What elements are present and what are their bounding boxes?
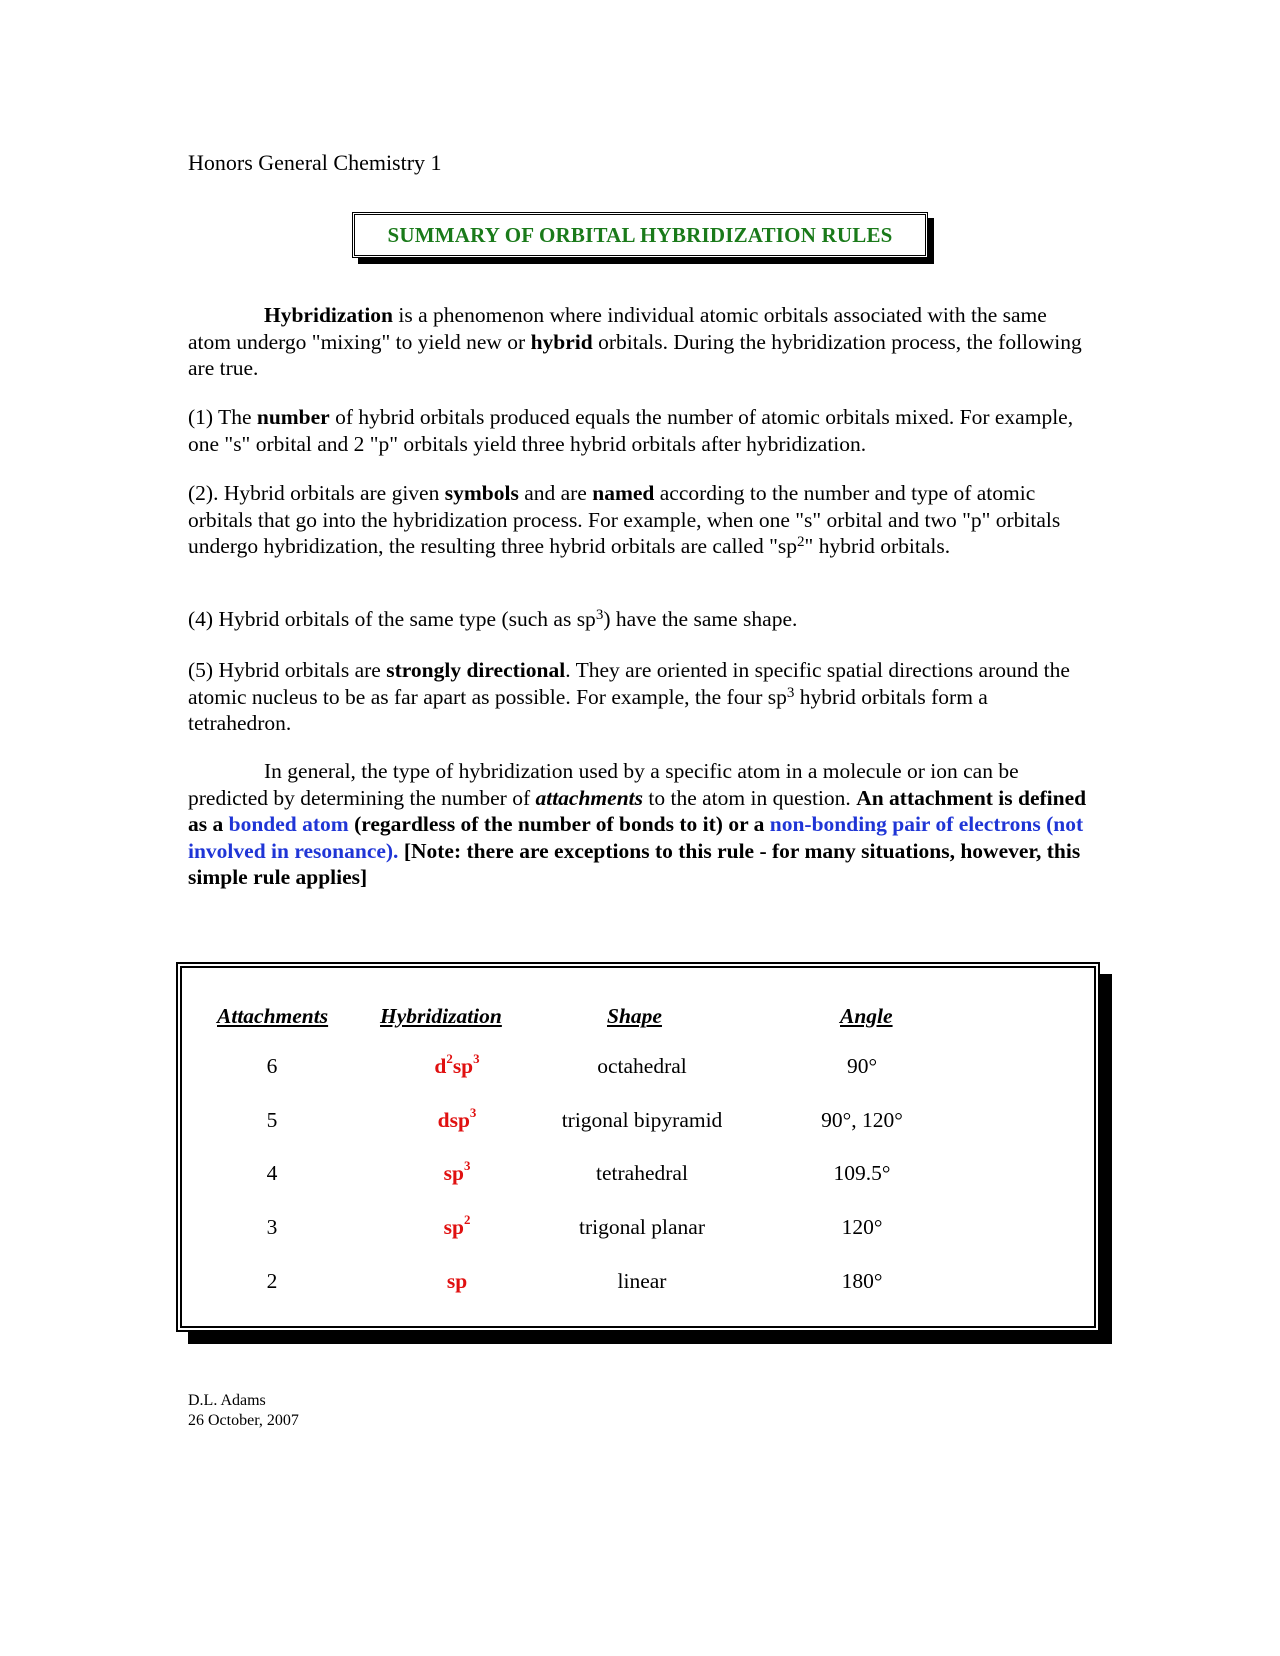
author: D.L. Adams — [188, 1392, 266, 1409]
rule-4-sup: 3 — [595, 607, 604, 623]
hyb-base: sp — [443, 1215, 464, 1239]
hyb-base: dsp — [437, 1108, 470, 1132]
table-cell-hybridization — [402, 1161, 512, 1186]
rule-5-sup: 3 — [786, 684, 795, 701]
table-cell-hybridization — [402, 1269, 512, 1294]
rule-2-bold-2: named — [592, 481, 655, 505]
general-bold-1: An attachment is defined as a — [188, 785, 1087, 836]
course-title: Honors General Chemistry 1 — [188, 150, 442, 175]
table-cell-hybridization — [402, 1054, 512, 1079]
general-paragraph — [188, 758, 1088, 891]
general-blue-1: bonded atom — [228, 812, 349, 836]
table-cell-shape: octahedral — [597, 1054, 687, 1078]
intro-text-2: orbitals. During the hybridization process, the following are true. — [188, 329, 1082, 380]
rule-4-end: ) have the same shape. — [603, 607, 798, 631]
table-cell-angle: 120° — [841, 1215, 883, 1239]
rule-4-lead: (4) Hybrid orbitals of the same type (such as sp — [188, 607, 596, 631]
rule-2-rest: according to the number and type of atomic orbitals that go into the hybridization process. For example, when one "s" orbital and two "p" orbitals undergo hybridization, the resulting three hybrid orbitals are called "sp — [188, 481, 1061, 558]
intro-paragraph — [188, 302, 1088, 382]
summary-title-box — [352, 212, 928, 258]
rule-5-rest: . They are oriented in specific spatial directions around the atomic nucleus to be as far apart as possible. For example, the four sp — [188, 658, 1070, 709]
table-cell-angle: 90°, 120° — [821, 1108, 903, 1132]
hyb-base: sp — [443, 1161, 464, 1185]
table-cell-attachments: 4 — [266, 1161, 278, 1185]
intro-term-2: hybrid — [530, 329, 593, 354]
hyb-sup: 3 — [469, 1106, 477, 1120]
table-cell-attachments: 5 — [266, 1108, 278, 1132]
hyb-base: sp — [452, 1054, 474, 1078]
hyb-sup: 3 — [473, 1052, 480, 1066]
header-attachments: Attachments — [217, 1004, 329, 1028]
table-cell-angle: 109.5° — [833, 1161, 891, 1185]
header-hybridization: Hybridization — [380, 1004, 502, 1028]
general-text-1: In general, the type of hybridization used by a specific atom in a molecule or ion can be predicted by determining the number of — [188, 759, 1019, 810]
general-bold-2: (regardless of the number of bonds to it) or a — [348, 812, 770, 836]
hyb-sup: 3 — [463, 1159, 471, 1173]
header-shape: Shape — [607, 1004, 662, 1028]
general-italic: attachments — [535, 785, 643, 810]
table-cell-shape: trigonal bipyramid — [561, 1108, 723, 1132]
general-bold-3: [Note: there are exceptions to this rule - for many situations, however, this simple rule applies] — [188, 838, 1081, 889]
rule-2-lead: (2). Hybrid orbitals are given — [188, 481, 445, 505]
table-cell-attachments: 6 — [266, 1054, 278, 1078]
table-cell-shape: tetrahedral — [596, 1161, 688, 1185]
intro-term: Hybridization — [264, 303, 394, 327]
rule-1 — [188, 404, 1088, 457]
rule-2 — [188, 480, 1088, 560]
hyb-prefix-sup: 2 — [446, 1052, 453, 1066]
table-cell-shape: linear — [617, 1269, 667, 1293]
rule-2-mid: and are — [518, 481, 593, 505]
hybridization-table — [176, 962, 1100, 1332]
table-cell-angle: 90° — [846, 1054, 878, 1078]
rule-5-lead: (5) Hybrid orbitals are — [188, 658, 387, 682]
table-cell-shape: trigonal planar — [579, 1215, 705, 1239]
rule-1-bold: number — [256, 405, 330, 429]
rule-4 — [188, 606, 1088, 633]
rule-2-bold-1: symbols — [444, 481, 519, 505]
table-cell-angle: 180° — [841, 1269, 883, 1293]
rule-5-end: hybrid orbitals form a tetrahedron. — [188, 684, 988, 735]
hyb-prefix: d — [434, 1054, 447, 1078]
table-cell-hybridization — [402, 1108, 512, 1133]
header-angle: Angle — [840, 1004, 893, 1028]
hyb-sup: 2 — [463, 1213, 471, 1227]
general-blue-2: non-bonding pair of electrons (not involved in resonance). — [188, 812, 1084, 863]
date: 26 October, 2007 — [188, 1412, 299, 1429]
table-cell-attachments: 3 — [266, 1215, 278, 1239]
rule-1-lead: (1) The — [188, 405, 257, 429]
hyb-base: sp — [446, 1269, 468, 1293]
table-cell-hybridization — [402, 1215, 512, 1240]
rule-2-end: " hybrid orbitals. — [804, 534, 951, 558]
rule-2-sup: 2 — [797, 534, 805, 550]
general-text-2: to the atom in question. — [643, 785, 857, 810]
intro-text-1: is a phenomenon where individual atomic orbitals associated with the same atom undergo "mixing" to yield new or — [188, 303, 1047, 354]
summary-title: SUMMARY OF ORBITAL HYBRIDIZATION RULES — [387, 222, 893, 247]
table-cell-attachments: 2 — [266, 1269, 278, 1293]
rule-5-bold: strongly directional — [386, 658, 566, 682]
rule-1-rest: of hybrid orbitals produced equals the number of atomic orbitals mixed. For example, one "s" orbital and 2 "p" orbitals yield three hybrid orbitals after hybridization. — [188, 405, 1074, 456]
rule-5 — [188, 657, 1088, 737]
